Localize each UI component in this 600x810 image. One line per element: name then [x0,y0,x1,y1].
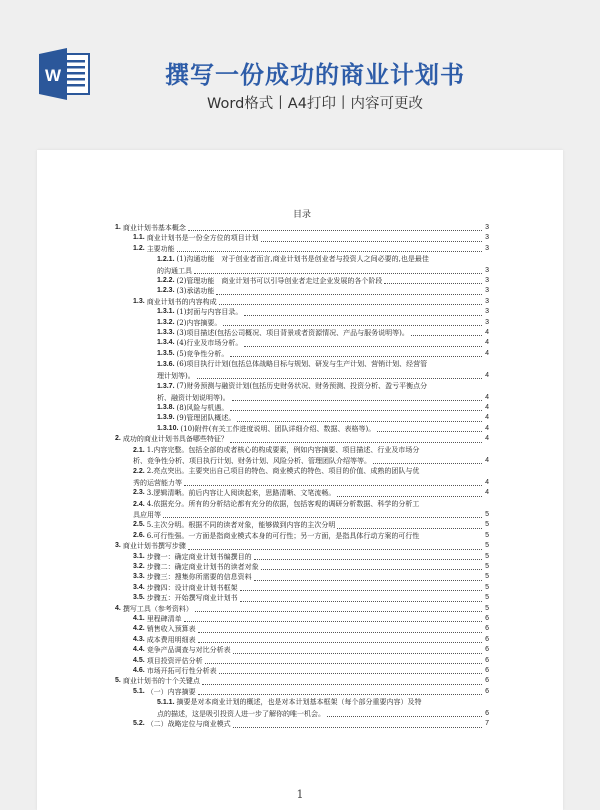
toc-entry-text: 成功的商业计划书具备哪些特征？ [122,435,228,444]
toc-entry[interactable] [115,286,489,296]
toc-entry-number: 1.3.2. [157,318,175,326]
toc-entry-number: 5.2. [133,720,145,728]
toc-entry[interactable] [115,338,489,348]
toc-entry-text: (3)承诺功能 [176,287,215,296]
toc-entry-number: 4.5. [133,656,145,664]
svg-text:W: W [44,66,62,85]
toc-entry[interactable] [115,424,489,434]
toc-leader-dots [184,621,482,622]
toc-entry-text: （二）战略定位与商业模式 [146,720,231,729]
toc-entry-page: 4 [485,339,489,347]
toc-entry-page: 5 [485,552,489,560]
toc-entry-page: 6 [485,615,489,623]
toc-entry[interactable] [115,719,489,729]
toc-entry[interactable] [115,233,489,243]
toc-entry-number: 2.5. [133,521,145,529]
toc-leader-dots [194,273,482,274]
toc-leader-dots [198,694,482,695]
toc-entry-number: 3.5. [133,594,145,602]
toc-entry-page: 3 [485,244,489,252]
toc-entry-page: 3 [485,308,489,316]
toc-entry[interactable] [115,223,489,233]
toc-entry-page: 4 [485,349,489,357]
toc-leader-dots [198,632,482,633]
toc-entry-text: 步骤四：设计商业计划书框架 [146,583,238,592]
toc-entry-number: 1.3.7. [157,383,175,391]
table-of-contents [115,210,489,730]
toc-entry-text: (10)附件(有关工作进度说明、团队详细介绍、数据、表格等)。 [180,424,376,433]
toc-leader-dots [230,410,482,411]
toc-entry-page: 4 [485,478,489,486]
toc-entry[interactable] [115,297,489,307]
toc-entry-text: 6.可行性强。一方面是指商业模式本身的可行性；另一方面，是指具体行动方案的可行性 [146,531,420,540]
toc-entry[interactable] [115,666,489,676]
toc-entry-text: 竞争产品调查与对比分析表 [146,646,231,655]
toc-entry[interactable] [115,624,489,634]
toc-entry-text-continued: 的沟通工具 [157,266,192,275]
toc-entry[interactable] [115,676,489,686]
toc-entry-text: (7)财务预测与融资计划(包括历史财务状况、财务预测、投资分析、盈亏平衡点分 [176,382,428,391]
toc-entry-number: 1.3.9. [157,414,175,422]
toc-entry-text: (1)封面与内容目录。 [176,308,243,317]
toc-entry[interactable] [115,244,489,254]
toc-entry-text: (1)沟通功能 对于创业者而言,商业计划书是创业者与投资人之间必要的,也是最佳 [176,255,429,264]
toc-leader-dots [230,356,482,357]
toc-entry-page: 4 [485,435,489,443]
toc-entry-page: 5 [485,510,489,518]
toc-entry-number: 4.2. [133,625,145,633]
toc-entry-text: （一）内容摘要 [146,687,196,696]
toc-entry-text-continued: 点的描述，这是吸引投资人进一步了解你的唯一机会。 [157,709,325,718]
toc-entry-text: (8)风险与机遇。 [176,403,229,412]
toc-leader-dots [184,485,482,486]
toc-entry-page: 6 [485,687,489,695]
toc-entry-number: 1.2. [133,244,145,252]
toc-entry-text: 1.内容完整。包括全部的或者核心的构成要素，例如内容摘要、项目描述、行业及市场分 [146,445,420,454]
toc-leader-dots [237,421,482,422]
toc-entry[interactable] [115,499,489,521]
page-number: 1 [296,788,304,801]
toc-leader-dots [240,590,482,591]
toc-leader-dots [232,400,482,401]
toc-entry-text: 步骤三：搜集你所需要的信息资料 [146,573,252,582]
toc-entry-page: 3 [485,277,489,285]
toc-entry-number: 2.6. [133,531,145,539]
toc-entry-text: 成本费用明细表 [146,635,196,644]
toc-leader-dots [254,580,482,581]
toc-leader-dots [219,304,482,305]
toc-entry[interactable] [115,697,489,719]
toc-entry[interactable] [115,276,489,286]
toc-entry[interactable] [115,318,489,328]
toc-entry-page: 6 [485,656,489,664]
toc-entry[interactable] [115,583,489,593]
toc-leader-dots [219,673,482,674]
toc-entry-page: 5 [485,573,489,581]
toc-entry-page: 4 [485,393,489,401]
toc-entry-text: 商业计划书基本概念 [122,224,186,232]
word-document-icon [37,48,91,100]
toc-entry[interactable] [115,403,489,413]
toc-entry-page: 4 [485,403,489,411]
toc-leader-dots [244,346,482,347]
toc-entry-number: 1.3.1. [157,308,175,316]
toc-leader-dots [373,463,482,464]
toc-entry-number: 1.3. [133,297,145,305]
toc-entry-page: 6 [485,625,489,633]
toc-entry[interactable] [115,445,489,467]
toc-entry-text: 商业计划书撰写步骤 [122,542,186,551]
toc-leader-dots [188,549,482,550]
toc-entry[interactable] [115,349,489,359]
toc-entry-number: 1.3.8. [157,403,175,411]
toc-leader-dots [198,642,482,643]
toc-entry-number: 2.4. [133,500,145,508]
toc-entry-number: 2. [115,435,121,443]
toc-entry-text: 里程碑清单 [146,615,182,624]
toc-entry-number: 1.2.3. [157,287,175,295]
toc-entry-text: (9)管理团队概述。 [176,414,236,423]
toc-leader-dots [205,663,482,664]
toc-entry-number: 1.3.4. [157,339,175,347]
toc-entry-number: 3.2. [133,563,145,570]
toc-entry[interactable] [115,645,489,655]
toc-entry-number: 3.3. [133,573,145,581]
toc-leader-dots [411,335,482,336]
toc-entry-page: 3 [485,224,489,231]
toc-entry-number: 4.1. [133,615,145,623]
toc-entry-text-continued: 秀的运营能力等 [133,478,182,487]
toc-entry-text: 商业计划书是一份全方位的项目计划 [146,234,259,243]
toc-entry-text: (2)内容摘要。 [176,318,222,327]
toc-entry-number: 4.4. [133,646,145,654]
toc-entry-text: 摘要是对本商业计划的概述，也是对本计划基本框架（每个部分重要内容）及特 [176,698,422,707]
toc-entry-text: 销售收入预算表 [146,625,196,634]
toc-leader-dots [377,431,482,432]
toc-leader-dots [195,611,482,612]
toc-entry-page: 3 [485,234,489,242]
toc-entry-text: (3)项目描述(包括公司概况、项目背景或者资源情况、产品与服务说明等)。 [176,329,409,338]
toc-entry-text: (4)行业及市场分析。 [176,339,243,348]
toc-leader-dots [240,601,482,602]
toc-leader-dots [337,528,482,529]
toc-entry[interactable] [115,520,489,530]
toc-entry-text: 商业计划书的十个关键点 [122,677,200,686]
toc-entry-text: 步骤二：确定商业计划书的读者对象 [146,563,259,571]
toc-entry-text: (2)管理功能 商业计划书可以引导创业者走过企业发展的各个阶段 [176,277,383,286]
toc-entry-page: 6 [485,709,489,717]
toc-entry[interactable] [115,466,489,488]
toc-entry-number: 1.3.3. [157,329,175,337]
toc-entry-text-continued: 具应用等 [133,510,161,519]
toc-entry-number: 3. [115,542,121,550]
toc-entry[interactable] [115,562,489,572]
toc-entry-text: 主要功能 [146,244,175,253]
toc-entry[interactable] [115,687,489,697]
toc-leader-dots [163,517,482,518]
toc-entry-number: 3.1. [133,552,145,560]
toc-leader-dots [216,294,482,295]
toc-entry-number: 2.1. [133,446,145,454]
toc-entry-number: 1.3.10. [157,424,179,432]
toc-entry-number: 5.1.1. [157,699,175,707]
toc-entry[interactable] [115,593,489,603]
toc-entry[interactable] [115,552,489,562]
toc-entry[interactable] [115,488,489,498]
toc-leader-dots [177,251,482,252]
toc-entry-text: 撰写工具（参考资料） [122,604,193,613]
toc-entry-page: 3 [485,287,489,295]
toc-entry-page: 3 [485,297,489,305]
toc-entry-page: 3 [485,318,489,326]
toc-entry-text-continued: 析、融资计划说明等)。 [157,393,230,402]
toc-entry-page: 4 [485,329,489,337]
toc-leader-dots [261,569,482,570]
toc-leader-dots [244,315,482,316]
toc-leader-dots [202,684,482,685]
toc-entry-number: 1.2.1. [157,256,175,264]
toc-entry-number: 4.6. [133,667,145,675]
toc-entry-page: 7 [485,720,489,728]
toc-entry-page: 5 [485,521,489,529]
toc-entry-page: 3 [485,266,489,274]
toc-entry-page: 4 [485,456,489,464]
toc-entry-number: 1.2.2. [157,277,175,285]
toc-leader-dots [384,283,482,284]
toc-entry-page: 4 [485,424,489,432]
toc-leader-dots [327,716,482,717]
toc-entry-text: 市场开拓可行性分析表 [146,667,217,676]
toc-leader-dots [233,727,482,728]
toc-entry-text: (5)竞争性分析。 [176,349,229,358]
toc-entry[interactable] [115,572,489,582]
toc-entry-text: 2.亮点突出。主要突出自己项目的特色、商业模式的特色、项目的价值、成熟的团队与优 [146,467,420,476]
toc-entry-number: 4.3. [133,635,145,643]
toc-entry[interactable] [115,359,489,381]
toc-entry-text: 步骤一：确定商业计划书编撰目的 [146,552,252,561]
toc-entry[interactable] [115,328,489,338]
toc-leader-dots [230,442,482,443]
toc-entry[interactable] [115,656,489,666]
toc-entry-number: 5.1. [133,687,145,695]
toc-entry-page: 6 [485,677,489,685]
toc-entry[interactable] [115,381,489,403]
toc-entry-number: 1.3.6. [157,361,175,369]
toc-entry[interactable] [115,307,489,317]
toc-entry[interactable] [115,254,489,276]
toc-entry-text-continued: 析、竞争性分析、项目执行计划、财务计划、风险分析、管理团队介绍等等。 [133,456,371,465]
toc-entry[interactable] [115,635,489,645]
banner-title: 撰写一份成功的商业计划书 [165,61,465,89]
toc-entry[interactable] [115,531,489,541]
toc-entry-number: 1.1. [133,234,145,242]
toc-entry-text: 3.逻辑清晰。前后内容让人阅读起来，思路清晰、文笔流畅。 [146,489,336,498]
toc-entry-page: 6 [485,646,489,654]
toc-entry-text-continued: 理计划等)。 [157,371,195,380]
toc-entry[interactable] [115,434,489,444]
toc-entry-page: 5 [485,563,489,570]
toc-entry-page: 5 [485,542,489,550]
toc-entry[interactable] [115,413,489,423]
toc-entry[interactable] [115,604,489,614]
toc-leader-dots [233,653,482,654]
toc-entry-text: 步骤五：开始撰写商业计划书 [146,594,238,603]
toc-entry-text: 商业计划书的内容构成 [146,297,217,306]
toc-title: 目录 [292,210,311,220]
toc-leader-dots [254,559,482,560]
toc-entry-number: 2.3. [133,489,145,497]
toc-entry-text: 4.依据充分。所有的分析结论都有充分的依据，包括客观的调研分析数据、科学的分析工 [146,499,420,508]
toc-entry-number: 1. [115,224,121,231]
preview-banner [0,0,600,140]
toc-list [115,223,489,730]
toc-entry-text: 5.主次分明。根据不同的读者对象，能够做到内容的主次分明 [146,521,336,530]
toc-entry-number: 1.3.5. [157,349,175,357]
toc-entry-number: 4. [115,604,121,612]
toc-entry-page: 5 [485,594,489,602]
toc-entry[interactable] [115,614,489,624]
toc-entry-text: (6)项目执行计划(包括总体战略目标与规划、研发与生产计划、营销计划、经营管 [176,360,428,369]
toc-entry-page: 5 [485,531,489,539]
toc-leader-dots [261,241,482,242]
toc-entry-page: 6 [485,667,489,675]
toc-entry-page: 5 [485,604,489,612]
toc-leader-dots [337,496,482,497]
toc-leader-dots [188,230,482,231]
toc-entry-number: 5. [115,677,121,685]
toc-leader-dots [223,325,482,326]
toc-entry-text: 项目投资评估分析 [146,656,203,665]
toc-entry[interactable] [115,541,489,551]
toc-entry-number: 3.4. [133,583,145,591]
toc-leader-dots [197,378,482,379]
banner-subtitle: Word格式丨A4打印丨内容可更改 [207,96,423,112]
document-page [37,150,563,810]
toc-entry-page: 5 [485,583,489,591]
toc-entry-number: 2.2. [133,468,145,476]
toc-entry-page: 6 [485,635,489,643]
toc-entry-page: 4 [485,414,489,422]
toc-entry-page: 4 [485,489,489,497]
toc-entry-page: 4 [485,371,489,379]
